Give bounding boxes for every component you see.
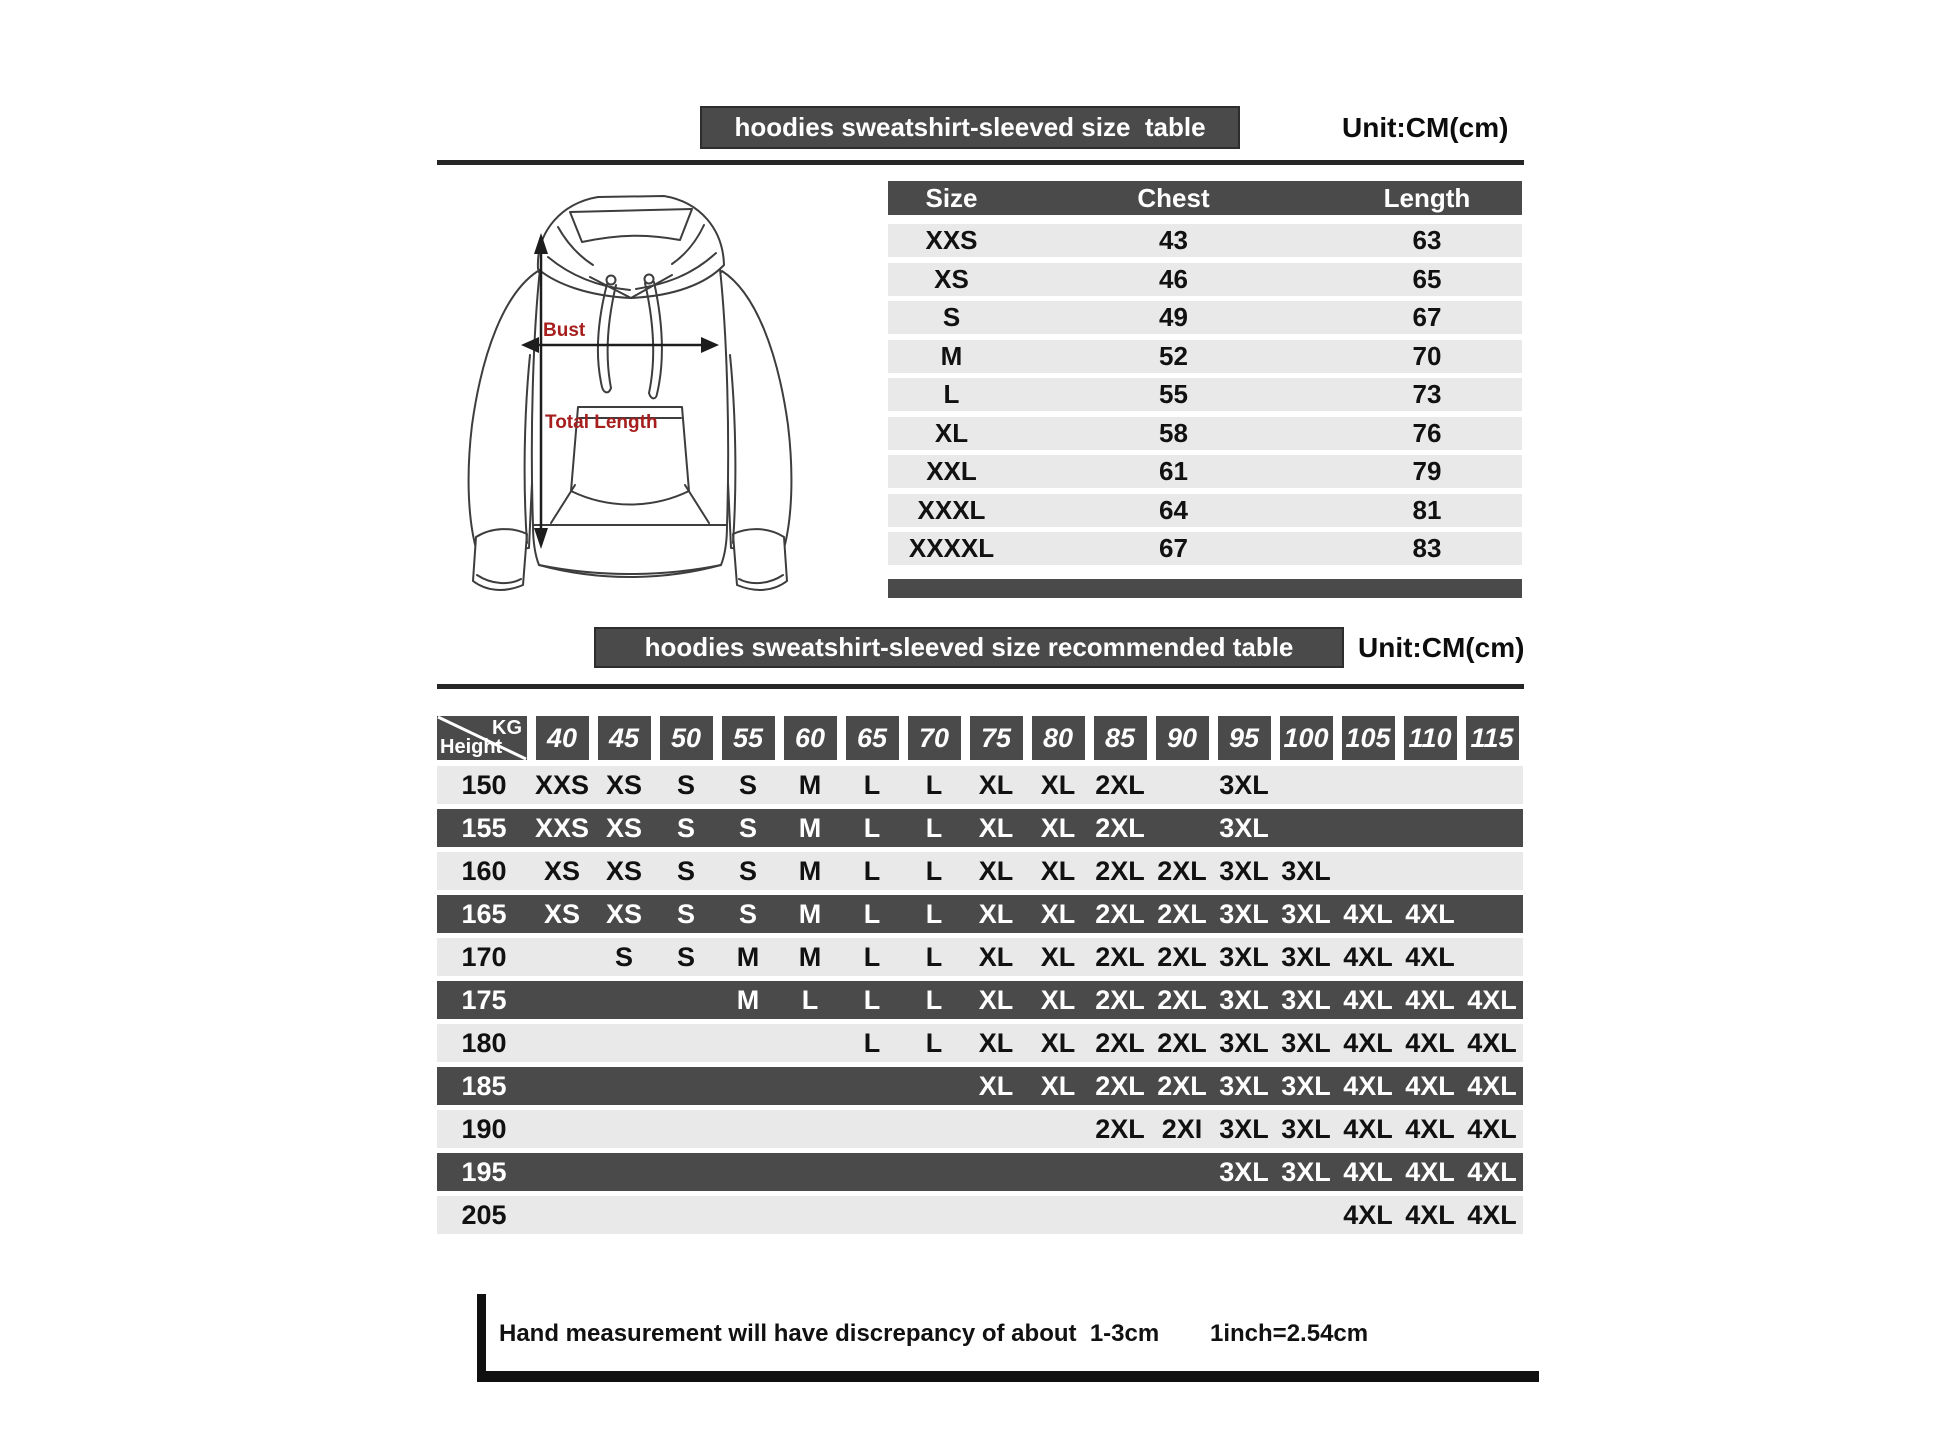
matrix-row-150: 150 XXS XS S S M L L XL XL 2XL 3XL — [437, 766, 1523, 804]
measurement-note: Hand measurement will have discrepancy of about 1-3cm — [499, 1320, 1160, 1347]
kg-col: 90 — [1156, 716, 1209, 760]
size-row-s: S 49 67 — [888, 301, 1522, 334]
size-table-header — [888, 181, 1522, 215]
matrix-row-195: 195 3XL 3XL 4XL 4XL 4XL — [437, 1153, 1523, 1191]
kg-col: 95 — [1218, 716, 1271, 760]
size-row-xxl: XXL 61 79 — [888, 455, 1522, 488]
size-row-xxxl: XXXL 64 81 — [888, 494, 1522, 527]
kg-col: 45 — [598, 716, 651, 760]
col-chest: Chest — [1137, 183, 1210, 213]
size-table-footer-bar — [888, 579, 1522, 598]
recommended-table-title-bar: hoodies sweatshirt-sleeved size recommended table — [594, 627, 1344, 668]
kg-col: 55 — [722, 716, 775, 760]
matrix-row-185: 185 XL XL 2XL 2XL 3XL 3XL 4XL 4XL 4XL — [437, 1067, 1523, 1105]
size-row-xl: XL 58 76 — [888, 417, 1522, 450]
unit-label-bottom: Unit:CM(cm) — [1358, 632, 1525, 663]
size-row-xxxxl: XXXXL 67 83 — [888, 532, 1522, 565]
unit-label-top: Unit:CM(cm) — [1342, 112, 1509, 143]
footer-bottom-bar — [477, 1371, 1539, 1382]
kg-col: 100 — [1280, 716, 1333, 760]
col-length: Length — [1383, 183, 1471, 213]
matrix-row-180: 180 L L XL XL 2XL 2XL 3XL 3XL 4XL 4XL 4XL — [437, 1024, 1523, 1062]
corner-kg-label: KG — [492, 717, 522, 739]
size-row-l: L 55 73 — [888, 378, 1522, 411]
kg-col: 65 — [846, 716, 899, 760]
matrix-row-155: 155 XXS XS S S M L L XL XL 2XL 3XL — [437, 809, 1523, 847]
matrix-row-190: 190 2XL 2XI 3XL 3XL 4XL 4XL 4XL — [437, 1110, 1523, 1148]
total-length-label: Total Length — [545, 412, 658, 433]
size-row-xxs: XXS 43 63 — [888, 224, 1522, 257]
corner-height-label: Height — [440, 736, 503, 758]
matrix-row-205: 205 4XL 4XL 4XL — [437, 1196, 1523, 1234]
kg-col: 115 — [1466, 716, 1519, 760]
size-row-m: M 52 70 — [888, 340, 1522, 373]
matrix-row-165: 165 XS XS S S M L L XL XL 2XL 2XL 3XL 3XL 4XL 4XL — [437, 895, 1523, 933]
kg-col: 110 — [1404, 716, 1457, 760]
bust-label: Bust — [543, 320, 586, 341]
matrix-row-160: 160 XS XS S S M L L XL XL 2XL 2XL 3XL 3XL — [437, 852, 1523, 890]
top-divider-line — [437, 160, 1524, 165]
kg-col: 60 — [784, 716, 837, 760]
matrix-row-175: 175 M L L L XL XL 2XL 2XL 3XL 3XL 4XL 4XL 4XL — [437, 981, 1523, 1019]
col-size: Size — [925, 183, 978, 213]
footer-left-bar — [477, 1294, 486, 1378]
kg-col: 85 — [1094, 716, 1147, 760]
matrix-header-row — [437, 716, 1523, 760]
kg-col: 75 — [970, 716, 1023, 760]
kg-col: 70 — [908, 716, 961, 760]
inch-conversion-note: 1inch=2.54cm — [1210, 1320, 1369, 1347]
size-table-title-bar: hoodies sweatshirt-sleeved size table — [700, 106, 1240, 149]
kg-col: 105 — [1342, 716, 1395, 760]
matrix-row-170: 170 S S M M L L XL XL 2XL 2XL 3XL 3XL 4XL 4XL — [437, 938, 1523, 976]
kg-col: 40 — [536, 716, 589, 760]
hoodie-measurement-diagram — [440, 185, 820, 610]
kg-col: 80 — [1032, 716, 1085, 760]
size-row-xs: XS 46 65 — [888, 263, 1522, 296]
middle-divider-line — [437, 684, 1524, 689]
kg-col: 50 — [660, 716, 713, 760]
